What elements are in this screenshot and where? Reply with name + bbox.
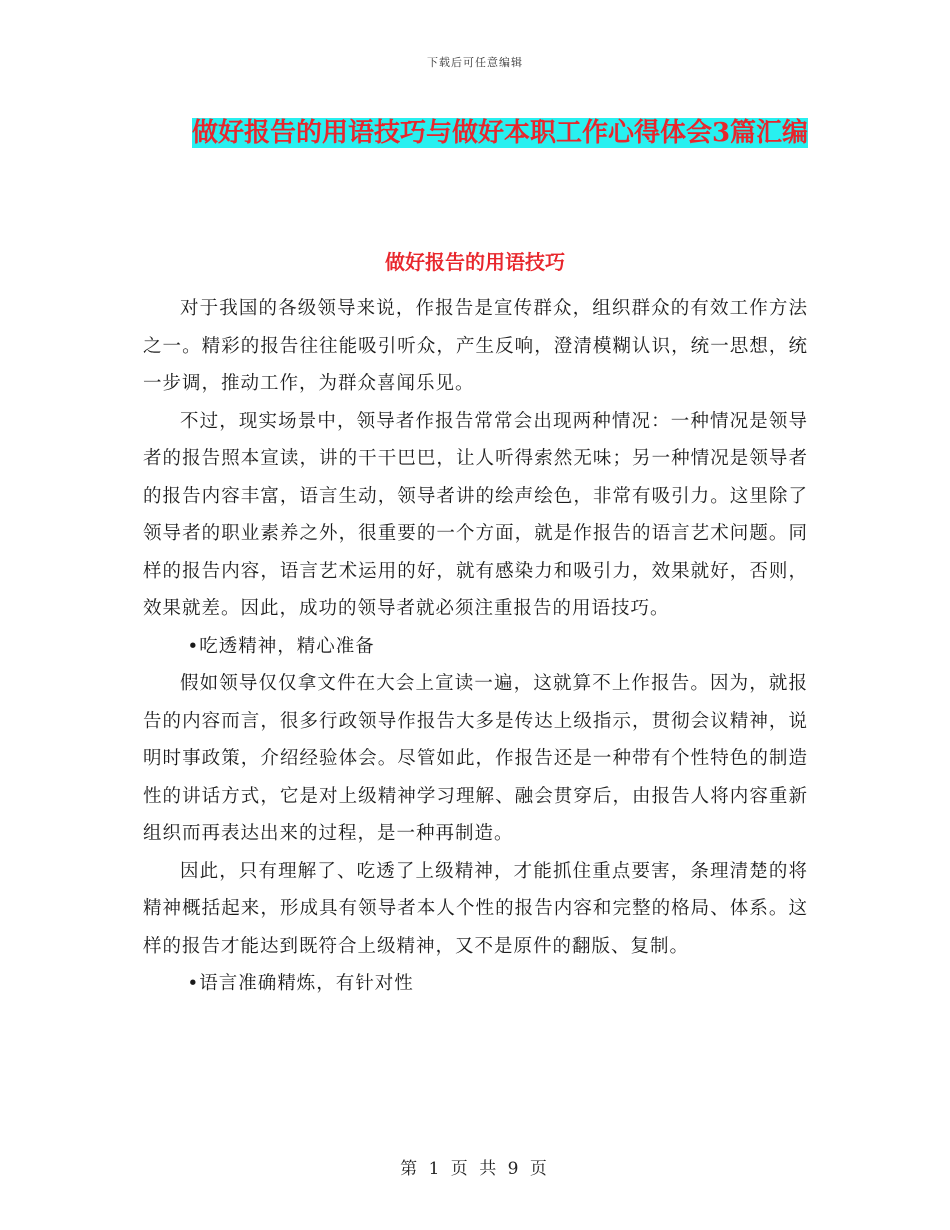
bullet-heading: •语言准确精炼，有针对性 <box>187 973 414 994</box>
paragraph: 假如领导仅仅拿文件在大会上宣读一遍，这就算不上作报告。因为，就报告的内容而言，很多行政领导作报告大多是传达上级指示，贯彻会议精神，说明时事政策，介绍经验体会。尽管如此，作报告还是一种带有个性特色的制造性的讲话方式，它是对上级精神学习理解、融会贯穿后，由报告人将内容重新组织而再表达出来的过程，是一种再制造。 <box>143 673 808 844</box>
document-title-text: 做好报告的用语技巧与做好本职工作心得体会3篇汇编 <box>191 118 809 148</box>
document-title <box>190 110 810 156</box>
paragraph: 不过，现实场景中，领导者作报告常常会出现两种情况：一种情况是领导者的报告照本宣读，讲的干干巴巴，让人听得索然无味；另一种情况是领导者的报告内容丰富，语言生动，领导者讲的绘声绘色，非常有吸引力。这里除了领导者的职业素养之外，很重要的一个方面，就是作报告的语言艺术问题。同样的报告内容，语言艺术运用的好，就有感染力和吸引力，效果就好，否则，效果就差。因此，成功的领导者就必须注重报告的用语技巧。 <box>143 410 808 619</box>
section-title: 做好报告的用语技巧 <box>385 250 565 274</box>
page-header-note: 下载后可任意编辑 <box>427 56 523 69</box>
document-body <box>143 290 808 1003</box>
paragraph: 对于我国的各级领导来说，作报告是宣传群众，组织群众的有效工作方法之一。精彩的报告往往能吸引听众，产生反响，澄清模糊认识，统一思想，统一步调，推动工作，为群众喜闻乐见。 <box>143 298 808 394</box>
page-number: 第 1 页 共 9 页 <box>400 1159 550 1179</box>
paragraph: 因此，只有理解了、吃透了上级精神，才能抓住重点要害，条理清楚的将精神概括起来，形成具有领导者本人个性的报告内容和完整的格局、体系。这样的报告才能达到既符合上级精神，又不是原件的翻版、复制。 <box>143 860 808 957</box>
bullet-heading: •吃透精神，精心准备 <box>187 635 375 657</box>
